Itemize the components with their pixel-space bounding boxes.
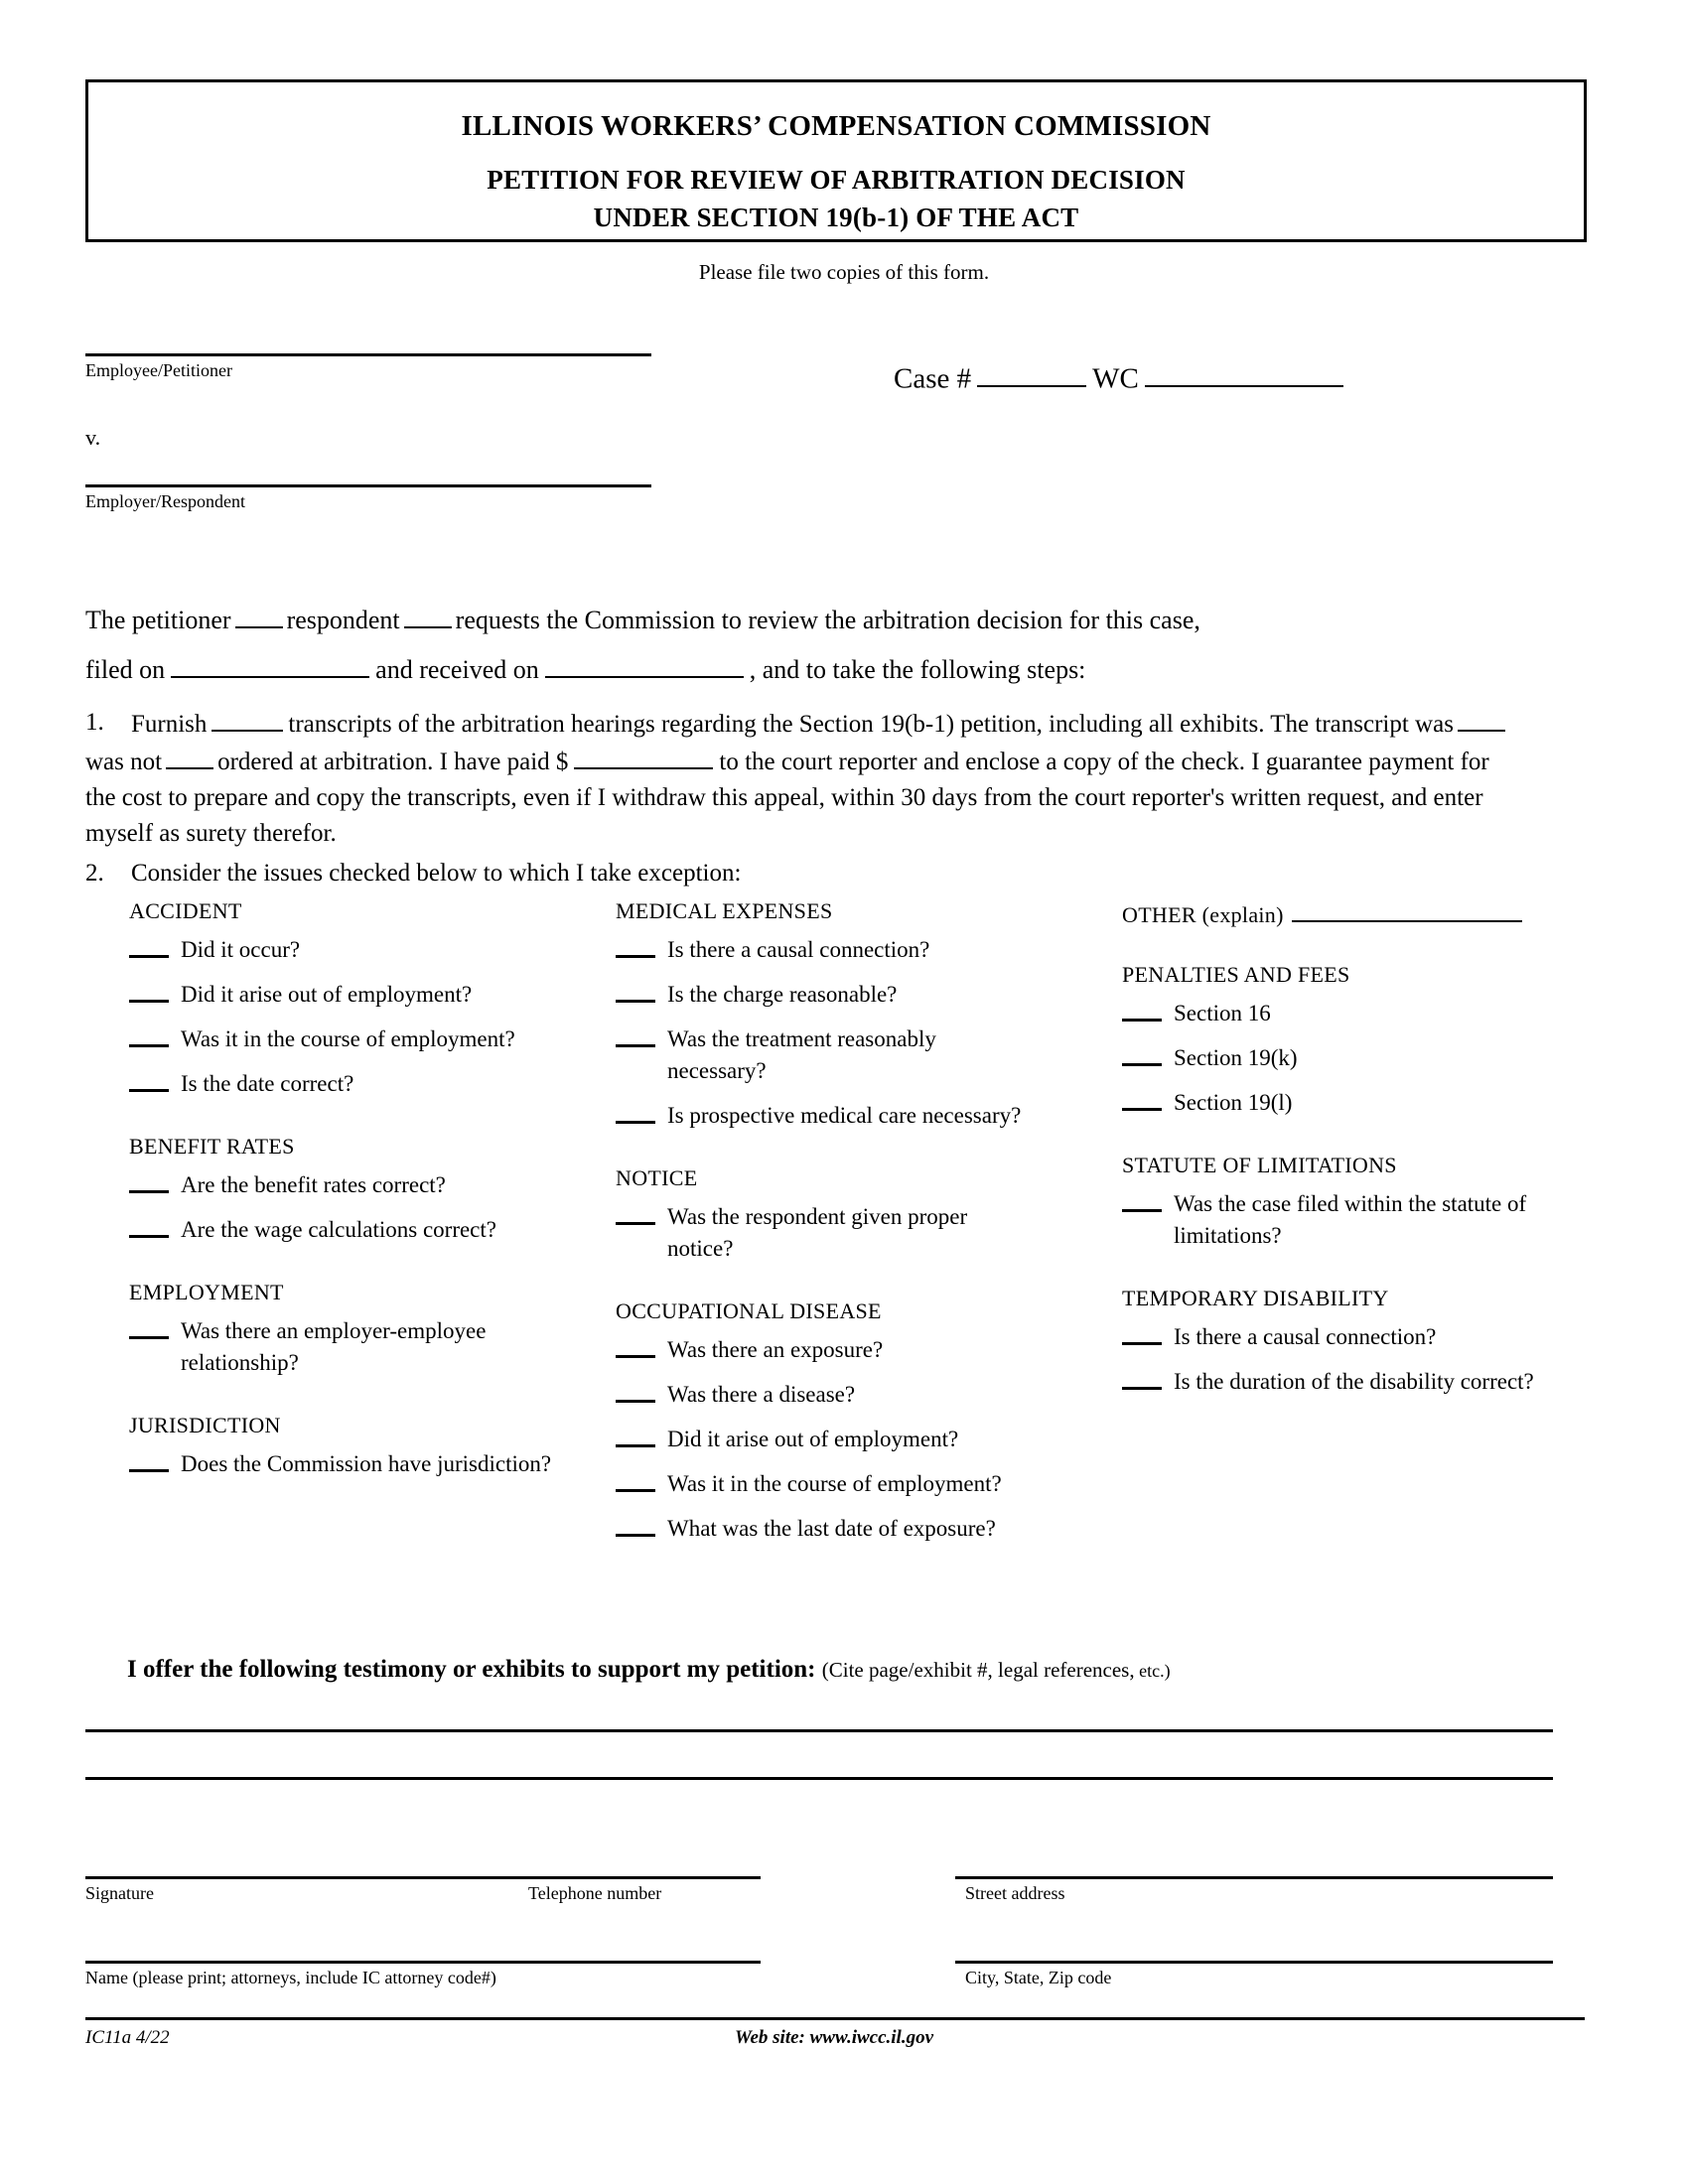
street-address-line[interactable]: [955, 1876, 1553, 1879]
item-1-part-4: ordered at arbitration. I have paid $: [217, 749, 569, 775]
category-jurisdiction: JURISDICTION: [129, 1413, 281, 1437]
category-temporary-disability: TEMPORARY DISABILITY: [1122, 1286, 1389, 1310]
testimony-offer-hint-a: (Cite page/exhibit #, legal references,: [821, 1658, 1135, 1682]
issue-row[interactable]: [616, 1100, 1033, 1132]
telephone-caption: Telephone number: [528, 1883, 662, 1903]
request-text-a: The petitioner: [85, 606, 231, 634]
wc-label: WC: [1092, 362, 1139, 395]
issue-row[interactable]: [616, 934, 1033, 966]
issue-row[interactable]: [616, 1468, 1033, 1500]
checkbox-blank[interactable]: [129, 1235, 169, 1238]
issue-label: Is there a causal connection?: [1174, 1324, 1437, 1349]
issue-row[interactable]: [616, 1334, 1033, 1366]
issue-row[interactable]: [616, 979, 1033, 1011]
petitioner-caption: Employee/Petitioner: [85, 360, 232, 380]
issue-label: Does the Commission have jurisdiction?: [181, 1451, 552, 1476]
issue-label: Are the wage calculations correct?: [181, 1217, 496, 1242]
category-benefit-rates: BENEFIT RATES: [129, 1134, 295, 1159]
checkbox-blank[interactable]: [129, 1000, 169, 1003]
issue-label: Section 16: [1174, 1001, 1271, 1025]
issue-row[interactable]: [129, 1214, 596, 1246]
respondent-check-blank[interactable]: [404, 601, 452, 628]
issue-row[interactable]: [1122, 1087, 1589, 1119]
testimony-offer-hint-b: etc.): [1134, 1661, 1171, 1681]
name-caption: Name (please print; attorneys, include IC attorney code#): [85, 1968, 496, 1987]
issue-row[interactable]: [1122, 1042, 1589, 1074]
case-number-line: [894, 355, 1349, 395]
issue-row[interactable]: [129, 1448, 596, 1480]
item-1-part-2: transcripts of the arbitration hearings regarding the Section 19(b-1) petition, including all exhibits. The transcript was: [288, 711, 1454, 738]
checkbox-blank[interactable]: [616, 1534, 655, 1537]
item-2: [85, 856, 1515, 891]
issue-label: Is the charge reasonable?: [667, 982, 898, 1007]
issue-label: Are the benefit rates correct?: [181, 1172, 446, 1197]
issue-row[interactable]: [1122, 1366, 1589, 1398]
issue-label: Was the treatment reasonably necessary?: [667, 1026, 936, 1083]
checkbox-blank[interactable]: [616, 1400, 655, 1403]
item-1-part-5: to the court reporter and enclose a copy of the check. I guarantee payment for the cost to prepare and copy the transcripts, even if I withdraw this appeal, within 30 days from the court reporter's written request, and enter myself as surety therefor.: [85, 749, 1489, 847]
issue-label: Was the respondent given proper notice?: [667, 1204, 968, 1261]
issue-row[interactable]: [1122, 1188, 1589, 1252]
checkbox-blank[interactable]: [616, 1222, 655, 1225]
case-number-blank[interactable]: [977, 355, 1086, 387]
signature-caption: Signature: [85, 1883, 154, 1903]
checkbox-blank[interactable]: [129, 1190, 169, 1193]
checkbox-blank[interactable]: [129, 1336, 169, 1339]
checkbox-blank[interactable]: [1122, 1387, 1162, 1390]
item-1-number: 1.: [85, 709, 104, 736]
signature-line[interactable]: [85, 1876, 761, 1879]
case-number-label: Case #: [894, 362, 972, 395]
filed-on-blank[interactable]: [171, 650, 369, 678]
footer-divider: [85, 2017, 1585, 2020]
form-subtitle: UNDER SECTION 19(b-1) OF THE ACT: [593, 203, 1079, 232]
testimony-write-line-2[interactable]: [85, 1777, 1553, 1780]
issue-row[interactable]: [1122, 1321, 1589, 1353]
category-occupational-disease: OCCUPATIONAL DISEASE: [616, 1298, 882, 1323]
issue-label: Did it arise out of employment?: [181, 982, 473, 1007]
agency-title: ILLINOIS WORKERS’ COMPENSATION COMMISSION: [461, 110, 1211, 142]
filing-note: Please file two copies of this form.: [698, 260, 990, 284]
checkbox-blank[interactable]: [616, 1000, 655, 1003]
versus-label: v.: [85, 425, 101, 450]
category-penalties-and-fees: PENALTIES AND FEES: [1122, 962, 1350, 987]
checkbox-blank[interactable]: [616, 1444, 655, 1447]
checkbox-blank[interactable]: [616, 1044, 655, 1047]
request-text-b: respondent: [286, 606, 400, 634]
testimony-write-line-1[interactable]: [85, 1729, 1553, 1732]
issue-label: Is prospective medical care necessary?: [667, 1103, 1022, 1128]
petitioner-rule: [85, 353, 651, 356]
respondent-rule: [85, 484, 651, 487]
petitioner-check-blank[interactable]: [235, 601, 283, 628]
city-state-zip-line[interactable]: [955, 1961, 1553, 1964]
item-1: [85, 705, 1515, 852]
checkbox-blank[interactable]: [1122, 1209, 1162, 1212]
category-employment: EMPLOYMENT: [129, 1280, 284, 1304]
item-2-number: 2.: [85, 860, 104, 887]
issue-row[interactable]: [129, 1024, 596, 1055]
category-accident: ACCIDENT: [129, 898, 242, 923]
street-address-caption: Street address: [965, 1883, 1065, 1903]
was-ordered-blank[interactable]: [1458, 705, 1505, 732]
issues-column-right: [1122, 898, 1589, 1411]
issue-label: What was the last date of exposure?: [667, 1516, 996, 1541]
received-on-label: and received on: [375, 655, 539, 684]
amount-paid-blank[interactable]: [574, 743, 713, 769]
issue-row[interactable]: [129, 934, 596, 966]
issue-row[interactable]: [129, 979, 596, 1011]
issue-label: Was there a disease?: [667, 1382, 856, 1407]
checkbox-blank[interactable]: [1122, 1019, 1162, 1022]
issue-label: Did it occur?: [181, 937, 301, 962]
website-label: Web site: www.iwcc.il.gov: [735, 2027, 934, 2048]
category-other: [1122, 898, 1589, 928]
city-state-zip-caption: City, State, Zip code: [965, 1968, 1112, 1987]
checkbox-blank[interactable]: [129, 1469, 169, 1472]
issue-label: Did it arise out of employment?: [667, 1427, 959, 1451]
issue-row[interactable]: [616, 1201, 1033, 1265]
checkbox-blank[interactable]: [1122, 1063, 1162, 1066]
request-text-c: requests the Commission to review the arbitration decision for this case,: [455, 606, 1200, 634]
item-1-part-1: Furnish: [131, 711, 208, 738]
item-2-text: Consider the issues checked below to which I take exception:: [131, 860, 742, 887]
testimony-offer-hint: [822, 1658, 1171, 1682]
item-1-part-3: was not: [85, 749, 163, 775]
issue-row[interactable]: [129, 1315, 596, 1379]
issue-label: Section 19(k): [1174, 1045, 1298, 1070]
issue-row[interactable]: [129, 1068, 596, 1100]
item-1-text: [85, 711, 1509, 847]
title-box: [85, 79, 1587, 242]
checkbox-blank[interactable]: [129, 1044, 169, 1047]
checkbox-blank[interactable]: [129, 1089, 169, 1092]
form-title: PETITION FOR REVIEW OF ARBITRATION DECISION: [487, 165, 1186, 195]
other-explain-blank[interactable]: [1292, 898, 1522, 922]
respondent-caption: Employer/Respondent: [85, 491, 245, 511]
request-text-d: , and to take the following steps:: [749, 655, 1086, 684]
issue-row[interactable]: [616, 1424, 1033, 1455]
issue-label: Is there a causal connection?: [667, 937, 930, 962]
issue-label: Was the case filed within the statute of limitations?: [1174, 1191, 1527, 1248]
was-not-ordered-blank[interactable]: [166, 743, 213, 769]
checkbox-blank[interactable]: [616, 1355, 655, 1358]
respondent-field[interactable]: [85, 484, 651, 512]
request-paragraph: [85, 596, 1505, 695]
checkbox-blank[interactable]: [129, 955, 169, 958]
category-other-label: OTHER (explain): [1122, 902, 1284, 927]
category-statute-of-limitations: STATUTE OF LIMITATIONS: [1122, 1153, 1397, 1177]
testimony-offer-heading: [127, 1656, 1171, 1684]
issue-row[interactable]: [616, 1379, 1033, 1411]
checkbox-blank[interactable]: [616, 955, 655, 958]
issue-row[interactable]: [1122, 998, 1589, 1029]
issue-label: Section 19(l): [1174, 1090, 1293, 1115]
name-line[interactable]: [85, 1961, 761, 1964]
issues-column-middle: [616, 898, 1033, 1558]
received-on-blank[interactable]: [545, 650, 744, 678]
issue-row[interactable]: [616, 1024, 1033, 1087]
petitioner-field[interactable]: [85, 353, 651, 381]
form-id: IC11a 4/22: [85, 2027, 170, 2048]
issues-column-left: [129, 898, 596, 1493]
issue-row[interactable]: [129, 1169, 596, 1201]
checkbox-blank[interactable]: [616, 1121, 655, 1124]
issue-label: Was it in the course of employment?: [181, 1026, 515, 1051]
issue-label: Is the duration of the disability correct?: [1174, 1369, 1534, 1394]
checkbox-blank[interactable]: [1122, 1342, 1162, 1345]
filed-on-label: filed on: [85, 655, 166, 684]
category-medical-expenses: MEDICAL EXPENSES: [616, 898, 833, 923]
issue-label: Was there an exposure?: [667, 1337, 884, 1362]
issue-row[interactable]: [616, 1513, 1033, 1545]
issue-label: Was it in the course of employment?: [667, 1471, 1002, 1496]
testimony-offer-bold: I offer the following testimony or exhibits to support my petition:: [127, 1656, 816, 1683]
category-notice: NOTICE: [616, 1165, 698, 1190]
checkbox-blank[interactable]: [616, 1489, 655, 1492]
issue-label: Was there an employer-employee relationship?: [181, 1318, 487, 1375]
transcript-count-blank[interactable]: [211, 705, 283, 732]
issue-label: Is the date correct?: [181, 1071, 354, 1096]
wc-number-blank[interactable]: [1145, 355, 1343, 387]
checkbox-blank[interactable]: [1122, 1108, 1162, 1111]
